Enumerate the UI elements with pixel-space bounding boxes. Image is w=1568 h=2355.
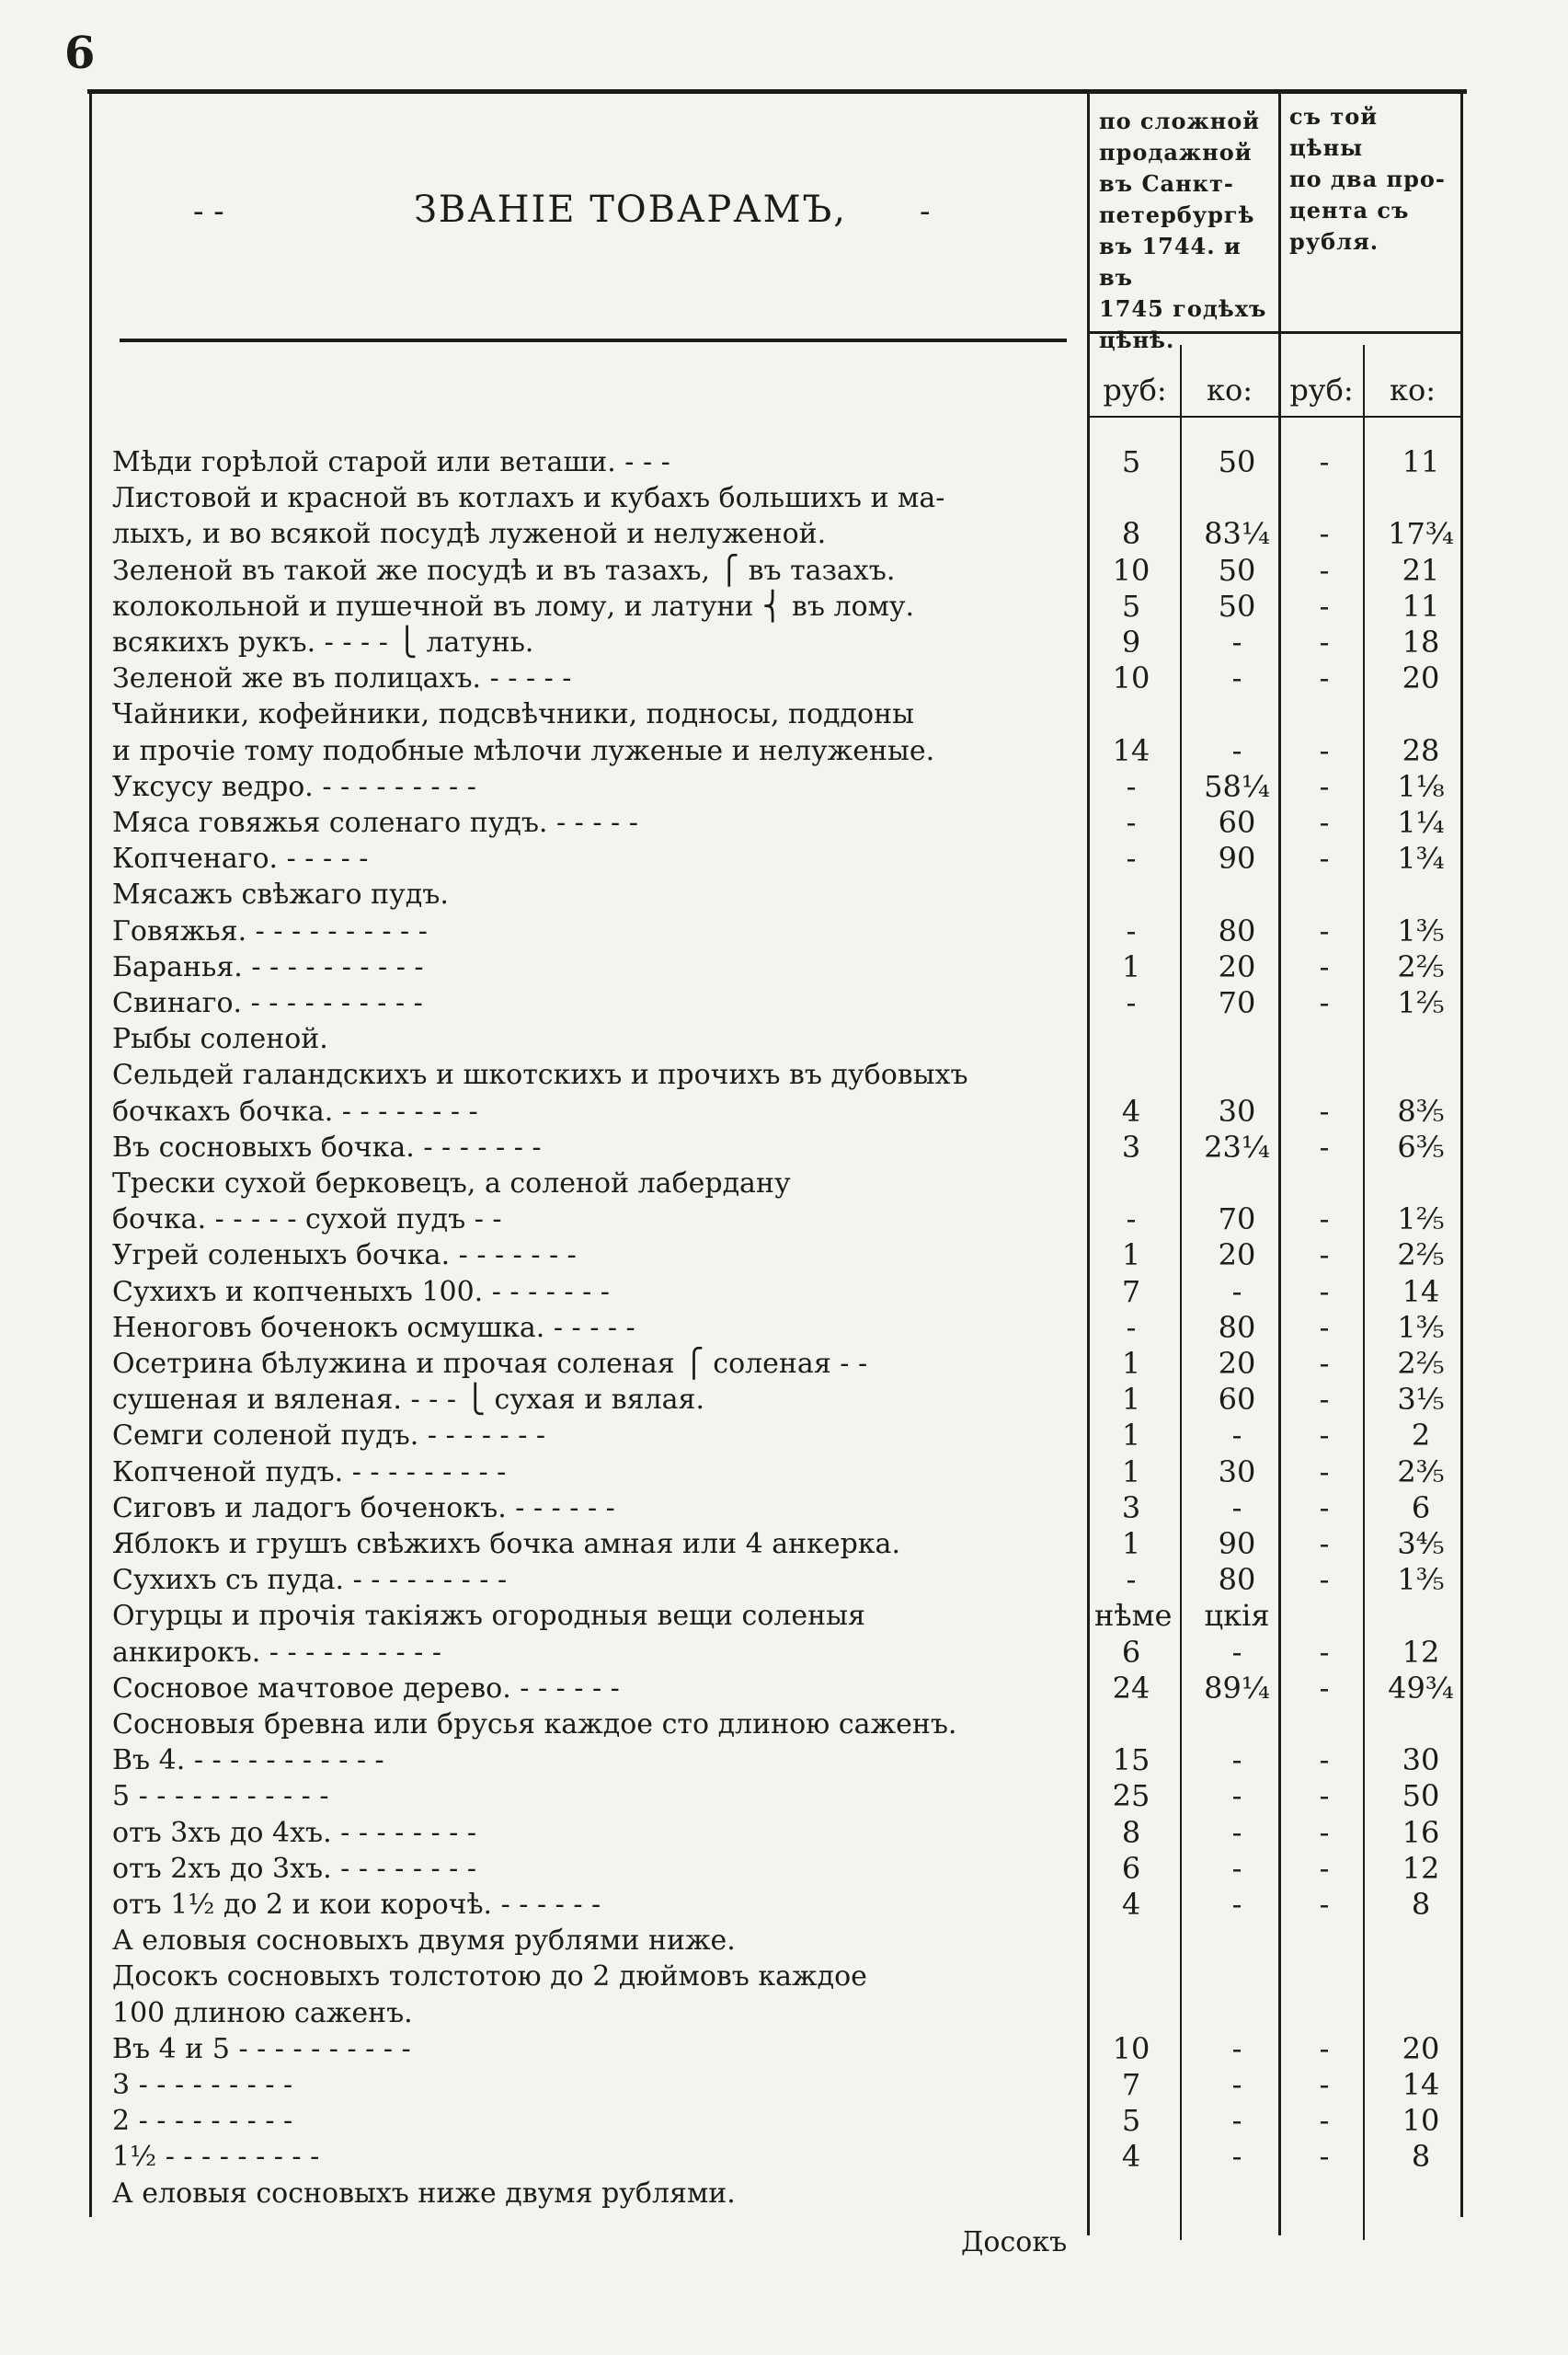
table-cell-c1: 1 (1121, 1418, 1141, 1453)
table-cell-c4: 2 (1411, 1418, 1431, 1453)
table-cell-c4: 8 (1411, 1887, 1431, 1922)
column-group-duty-line: съ той цѣны (1289, 103, 1379, 161)
table-cell-c1: 15 (1112, 1742, 1150, 1778)
table-row-label: Баранья. - - - - - - - - - - (112, 950, 424, 983)
table-row-label: бочкахъ бочка. - - - - - - - - (112, 1095, 478, 1128)
col-divider-2 (1180, 345, 1182, 2240)
table-cell-c3: - (1319, 1453, 1330, 1489)
table-cell-c2: - (1231, 625, 1242, 660)
table-row-label: отъ 1½ до 2 и кои корочѣ. - - - - - - (112, 1889, 601, 1921)
table-cell-c4: 1⅗ (1397, 913, 1445, 948)
table-cell-c4: 49¾ (1388, 1670, 1454, 1706)
table-cell-c1: 1 (1121, 948, 1141, 984)
table-cell-c2: - (1231, 1742, 1242, 1778)
table-cell-c3: - (1319, 2139, 1330, 2175)
table-cell-c2: 23¼ (1204, 1129, 1270, 1165)
table-row-label: Мяса говяжья соленаго пудъ. - - - - - (112, 807, 638, 839)
table-cell-c1: - (1126, 1562, 1137, 1598)
table-row-label: Мѣди горѣлой старой или веташи. - - - (112, 446, 670, 478)
table-cell-c4: 28 (1402, 732, 1440, 768)
column-group-duty (1289, 101, 1459, 258)
column-group-duty-line: рубля. (1289, 228, 1379, 255)
left-rule (89, 92, 92, 2217)
table-cell-c2: 90 (1218, 841, 1256, 877)
subheader-ko-1: ко: (1206, 373, 1253, 408)
table-row-label: Огурцы и прочiя такiяжъ огородныя вещи соленыя (112, 1600, 865, 1633)
column-group-price-line: въ 1744. и въ (1099, 233, 1242, 291)
table-cell-c3: - (1319, 1670, 1330, 1706)
table-cell-c3: - (1319, 913, 1330, 948)
table-row-label: Копченой пудъ. - - - - - - - - - (112, 1455, 507, 1488)
table-cell-c1: 10 (1112, 2030, 1150, 2066)
table-cell-c4: 3⅘ (1397, 1526, 1445, 1561)
table-row-label: бочка. - - - - - сухой пудъ - - (112, 1203, 502, 1236)
table-cell-c2: 90 (1218, 1526, 1256, 1561)
table-cell-c4: 12 (1402, 1850, 1440, 1886)
table-cell-c1: 8 (1121, 516, 1141, 552)
table-cell-c3: - (1319, 1489, 1330, 1525)
column-group-duty-line: по два про- (1289, 166, 1446, 192)
table-row-label: Сиговъ и ладогъ боченокъ. - - - - - - (112, 1491, 615, 1524)
table-cell-c3: - (1319, 1273, 1330, 1309)
table-cell-c2: 20 (1218, 948, 1256, 984)
column-group-price-line: продажной (1099, 139, 1253, 166)
column-group-price-line: 1745 годѣхъ (1099, 295, 1267, 322)
table-cell-c1: 6 (1121, 1634, 1141, 1670)
table-cell-c2: 50 (1218, 444, 1256, 479)
table-cell-c1: - (1126, 805, 1137, 840)
table-cell-c1: 5 (1121, 444, 1141, 479)
table-cell-c4: 20 (1402, 661, 1440, 696)
table-cell-c1: 9 (1121, 625, 1141, 660)
table-cell-c2: - (1231, 1489, 1242, 1525)
header-dash-right: - (920, 193, 931, 230)
table-cell-c1: 3 (1121, 1129, 1141, 1165)
page-title: ЗВАНІЕ ТОВАРАМЪ, (414, 189, 848, 231)
table-row-label: Сухихъ съ пуда. - - - - - - - - - (112, 1564, 508, 1597)
table-cell-c4: 2⅖ (1397, 1346, 1445, 1381)
table-cell-c3: - (1319, 732, 1330, 768)
table-cell-c4: 1⅗ (1397, 1562, 1445, 1598)
table-row-label: Рыбы соленой. (112, 1023, 328, 1056)
table-cell-c3: - (1319, 2067, 1330, 2102)
table-cell-c3: - (1319, 1887, 1330, 1922)
table-row-label: Неноговъ боченокъ осмушка. - - - - - (112, 1311, 635, 1344)
table-cell-c4: 14 (1402, 1273, 1440, 1309)
table-cell-c2: - (1231, 1887, 1242, 1922)
table-cell-c2: 70 (1218, 985, 1256, 1020)
table-cell-c3: - (1319, 1814, 1330, 1850)
table-row-label: Чайники, кофейники, подсвѣчники, подносы, поддоны (112, 698, 914, 731)
table-cell-c3: - (1319, 588, 1330, 624)
table-cell-c4: 6 (1411, 1489, 1431, 1525)
table-cell-c3: - (1319, 1093, 1330, 1129)
table-row-label: Яблокъ и грушъ свѣжихъ бочка амная или 4 анкерка. (112, 1528, 900, 1560)
table-row-label: Зеленой же въ полицахъ. - - - - - (112, 662, 572, 695)
table-row-label: А еловыя сосновыхъ двумя рублями ниже. (112, 1924, 736, 1958)
table-cell-c4: 17¾ (1388, 516, 1454, 552)
table-cell-c3: - (1319, 552, 1330, 588)
table-row-label: всякихъ рукъ. - - - - ⎩ латунь. (112, 626, 534, 659)
table-cell-c2: 80 (1218, 913, 1256, 948)
table-cell-c2: - (1231, 661, 1242, 696)
table-cell-c1: 1 (1121, 1526, 1141, 1561)
table-cell-c1: 4 (1121, 1093, 1141, 1129)
table-cell-c4: 1⅖ (1397, 985, 1445, 1020)
table-cell-c3: - (1319, 985, 1330, 1020)
table-row-label: Уксусу ведро. - - - - - - - - - (112, 770, 476, 803)
table-cell-c1: 5 (1121, 588, 1141, 624)
table-cell-c4: 11 (1402, 588, 1440, 624)
table-cell-c2: - (1231, 2067, 1242, 2102)
table-row-label: Зеленой въ такой же посудѣ и въ тазахъ, ⎧ въ тазахъ. (112, 554, 896, 587)
table-cell-c2: 70 (1218, 1201, 1256, 1237)
table-cell-c4: 6⅗ (1397, 1129, 1445, 1165)
table-cell-c3: - (1319, 1742, 1330, 1778)
table-cell-c3: - (1319, 1562, 1330, 1598)
table-cell-c4: 50 (1402, 1778, 1440, 1814)
table-row-label: Осетрина бѣлужина и прочая соленая ⎧ соленая - - (112, 1348, 868, 1380)
table-row-label: Листовой и красной въ котлахъ и кубахъ большихъ и ма- (112, 482, 945, 515)
table-cell-c4: 12 (1402, 1634, 1440, 1670)
table-cell-c4: 21 (1402, 552, 1440, 588)
table-cell-c2: цкiя (1204, 1598, 1270, 1634)
subheader-rub-2: руб: (1289, 373, 1354, 408)
table-cell-c2: 89¼ (1204, 1670, 1270, 1706)
table-cell-c3: - (1319, 841, 1330, 877)
table-cell-c1: 10 (1112, 661, 1150, 696)
column-group-price-line: цѣнѣ. (1099, 327, 1175, 353)
table-cell-c4: 30 (1402, 1742, 1440, 1778)
table-cell-c2: - (1231, 1850, 1242, 1886)
header-rule-left (120, 339, 1067, 342)
table-row-label: Сельдей галандскихъ и шкотскихъ и прочихъ въ дубовыхъ (112, 1059, 968, 1092)
table-row-label: Говяжья. - - - - - - - - - - (112, 914, 428, 948)
table-cell-c3: - (1319, 1237, 1330, 1273)
table-cell-c1: нѣме (1094, 1598, 1173, 1634)
col-divider-4 (1363, 345, 1365, 2240)
table-cell-c3: - (1319, 1850, 1330, 1886)
table-cell-c4: 18 (1402, 625, 1440, 660)
table-row-label: отъ 3хъ до 4хъ. - - - - - - - - (112, 1816, 476, 1849)
table-cell-c3: - (1319, 1129, 1330, 1165)
table-cell-c4: 16 (1402, 1814, 1440, 1850)
table-cell-c1: - (1126, 768, 1137, 804)
table-cell-c2: 80 (1218, 1309, 1256, 1345)
table-cell-c4: 2⅖ (1397, 948, 1445, 984)
table-cell-c2: 60 (1218, 1382, 1256, 1418)
table-row-label: 100 длиною саженъ. (112, 1996, 413, 2029)
table-row-label: Досокъ сосновыхъ толстотою до 2 дюймовъ каждое (112, 1960, 867, 1993)
table-row-label: отъ 2хъ до 3хъ. - - - - - - - - (112, 1852, 476, 1885)
table-row-label: Угрей соленыхъ бочка. - - - - - - - (112, 1239, 577, 1272)
table-row-label: Сухихъ и копченыхъ 100. - - - - - - - (112, 1275, 610, 1308)
table-cell-c4: 1¼ (1397, 805, 1445, 840)
table-cell-c2: 60 (1218, 805, 1256, 840)
table-cell-c4: 2⅗ (1397, 1453, 1445, 1489)
table-cell-c4: 8⅗ (1397, 1093, 1445, 1129)
table-cell-c2: - (1231, 732, 1242, 768)
table-cell-c1: 25 (1112, 1778, 1150, 1814)
table-cell-c1: 7 (1121, 2067, 1141, 2102)
table-cell-c1: 1 (1121, 1237, 1141, 1273)
table-row-label: Сосновое мачтовое дерево. - - - - - - (112, 1671, 620, 1705)
table-cell-c3: - (1319, 1382, 1330, 1418)
table-cell-c3: - (1319, 1526, 1330, 1561)
table-cell-c2: 20 (1218, 1237, 1256, 1273)
table-cell-c1: 4 (1121, 2139, 1141, 2175)
table-cell-c1: - (1126, 1201, 1137, 1237)
table-cell-c3: - (1319, 625, 1330, 660)
table-cell-c1: 14 (1112, 732, 1150, 768)
table-cell-c4: 8 (1411, 2139, 1431, 2175)
table-cell-c4: 20 (1402, 2030, 1440, 2066)
table-cell-c3: - (1319, 948, 1330, 984)
col-divider-1 (1087, 92, 1090, 2235)
table-cell-c1: 7 (1121, 1273, 1141, 1309)
table-row-label: анкирокъ. - - - - - - - - - - (112, 1636, 441, 1669)
page-number: 6 (64, 28, 96, 79)
subheader-rule (1090, 416, 1462, 418)
table-cell-c3: - (1319, 768, 1330, 804)
table-row-label: лыхъ, и во всякой посудѣ луженой и нелуженой. (112, 518, 827, 551)
table-row-label: Копченаго. - - - - - (112, 843, 369, 876)
table-cell-c1: 5 (1121, 2103, 1141, 2139)
table-cell-c4: 10 (1402, 2103, 1440, 2139)
column-group-price (1099, 106, 1274, 356)
subheader-rub-1: руб: (1103, 373, 1167, 408)
table-cell-c2: 30 (1218, 1453, 1256, 1489)
table-row-label: сушеная и вяленая. - - - ⎩ сухая и вялая. (112, 1384, 705, 1417)
table-cell-c3: - (1319, 1201, 1330, 1237)
table-cell-c3: - (1319, 516, 1330, 552)
header-dash-left: - - (193, 193, 224, 230)
table-cell-c3: - (1319, 1778, 1330, 1814)
table-cell-c2: - (1231, 1418, 1242, 1453)
table-cell-c1: 8 (1121, 1814, 1141, 1850)
table-cell-c2: - (1231, 1634, 1242, 1670)
table-cell-c3: - (1319, 2030, 1330, 2066)
table-row-label: колокольной и пушечной въ лому, и латуни ⎨ въ лому. (112, 590, 915, 623)
table-cell-c3: - (1319, 661, 1330, 696)
table-cell-c3: - (1319, 1418, 1330, 1453)
table-cell-c3: - (1319, 444, 1330, 479)
table-cell-c2: 83¼ (1204, 516, 1270, 552)
table-row-label: Семги соленой пудъ. - - - - - - - (112, 1419, 546, 1453)
catchword: Досокъ (961, 2226, 1068, 2258)
table-row-label: 5 - - - - - - - - - - - (112, 1780, 329, 1813)
table-cell-c2: - (1231, 2030, 1242, 2066)
table-cell-c3: - (1319, 805, 1330, 840)
top-rule (87, 89, 1467, 94)
table-cell-c3: - (1319, 1634, 1330, 1670)
table-cell-c3: - (1319, 1346, 1330, 1381)
table-cell-c1: 10 (1112, 552, 1150, 588)
table-cell-c1: - (1126, 913, 1137, 948)
table-cell-c1: - (1126, 841, 1137, 877)
table-cell-c4: 3⅕ (1397, 1382, 1445, 1418)
table-row-label: 3 - - - - - - - - - (112, 2069, 293, 2101)
table-cell-c1: 1 (1121, 1453, 1141, 1489)
table-cell-c1: 4 (1121, 1887, 1141, 1922)
table-row-label: Трески сухой берковецъ, а соленой лабердану (112, 1167, 791, 1200)
table-row-label: А еловыя сосновыхъ ниже двумя рублями. (112, 2177, 736, 2210)
table-cell-c2: 30 (1218, 1093, 1256, 1129)
table-row-label: Въ сосновыхъ бочка. - - - - - - - (112, 1131, 542, 1164)
table-cell-c2: - (1231, 1778, 1242, 1814)
table-cell-c2: 80 (1218, 1562, 1256, 1598)
column-group-price-line: петербургѣ (1099, 201, 1255, 228)
table-cell-c3: - (1319, 2103, 1330, 2139)
table-cell-c1: - (1126, 985, 1137, 1020)
table-cell-c1: 1 (1121, 1346, 1141, 1381)
table-cell-c2: 50 (1218, 588, 1256, 624)
table-cell-c4: 1⅛ (1397, 768, 1445, 804)
table-row-label: 2 - - - - - - - - - (112, 2105, 293, 2138)
table-row-label: Въ 4. - - - - - - - - - - - (112, 1744, 384, 1777)
table-cell-c2: - (1231, 2139, 1242, 2175)
table-cell-c2: 50 (1218, 552, 1256, 588)
table-row-label: Сосновыя бревна или брусья каждое сто длиною саженъ. (112, 1708, 957, 1740)
column-group-duty-line: цента съ (1289, 197, 1410, 224)
table-cell-c4: 2⅖ (1397, 1237, 1445, 1273)
table-row-label: Мясажъ свѣжаго пудъ. (112, 879, 449, 912)
table-cell-c1: 24 (1112, 1670, 1150, 1706)
table-cell-c2: - (1231, 1814, 1242, 1850)
table-cell-c1: - (1126, 1309, 1137, 1345)
table-cell-c4: 1⅖ (1397, 1201, 1445, 1237)
table-cell-c1: 3 (1121, 1489, 1141, 1525)
table-cell-c2: - (1231, 2103, 1242, 2139)
column-group-price-line: по сложной (1099, 108, 1261, 134)
table-cell-c4: 1⅗ (1397, 1309, 1445, 1345)
table-row-label: Въ 4 и 5 - - - - - - - - - - (112, 2032, 411, 2065)
table-cell-c2: - (1231, 1273, 1242, 1309)
column-group-price-line: въ Санкт- (1099, 170, 1234, 197)
table-cell-c2: 20 (1218, 1346, 1256, 1381)
table-cell-c4: 1¾ (1397, 841, 1445, 877)
table-row-label: Свинаго. - - - - - - - - - - (112, 987, 423, 1019)
table-cell-c4: 14 (1402, 2067, 1440, 2102)
subheader-ko-2: ко: (1389, 373, 1436, 408)
table-row-label: и прочiе тому подобные мѣлочи луженые и нелуженые. (112, 734, 935, 767)
table-row-label: 1½ - - - - - - - - - (112, 2141, 320, 2174)
table-cell-c1: 6 (1121, 1850, 1141, 1886)
table-cell-c3: - (1319, 1309, 1330, 1345)
table-cell-c1: 1 (1121, 1382, 1141, 1418)
table-cell-c2: 58¼ (1204, 768, 1270, 804)
table-cell-c4: 11 (1402, 444, 1440, 479)
